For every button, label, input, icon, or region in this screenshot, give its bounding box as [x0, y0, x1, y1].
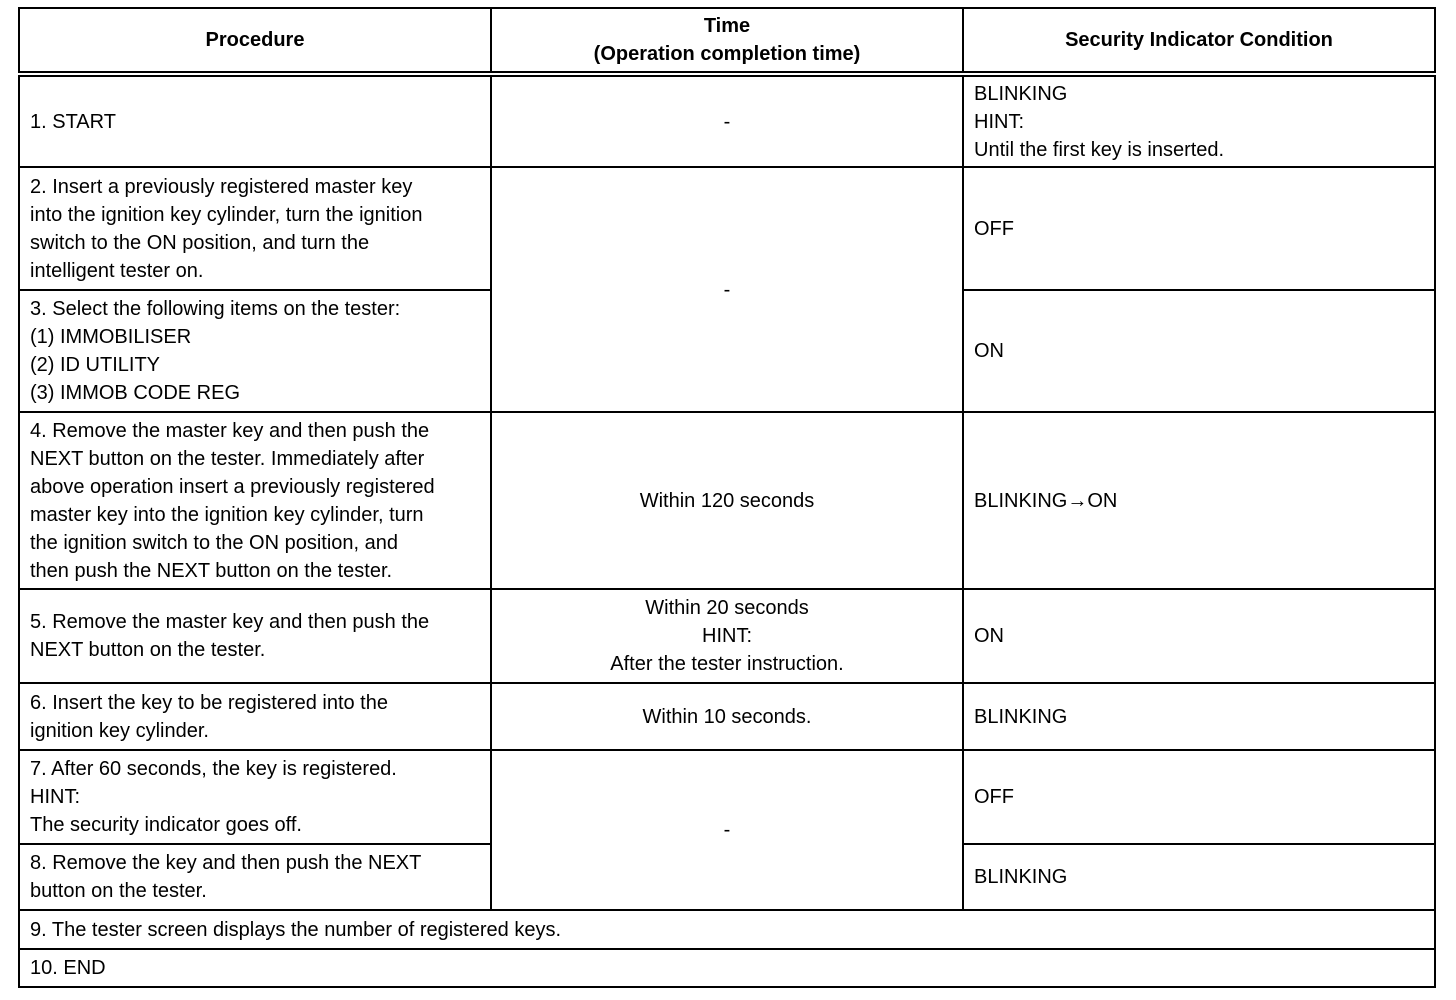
indicator-line: HINT: [974, 110, 1024, 133]
table-row [19, 910, 1435, 949]
procedure-line: above operation insert a previously registered [30, 475, 435, 498]
indicator-cell: ON [963, 290, 1435, 412]
table-row [19, 750, 1435, 844]
time-cell [491, 589, 963, 683]
indicator-cell: BLINKING→ON [963, 412, 1435, 589]
table-row [19, 589, 1435, 683]
time-cell: - [491, 167, 963, 412]
procedure-line: (2) ID UTILITY [30, 354, 161, 376]
procedure-table [18, 7, 1436, 988]
header-procedure: Procedure [19, 8, 491, 74]
header-time [491, 8, 963, 74]
header-row [19, 8, 1435, 74]
time-cell: - [491, 74, 963, 167]
procedure-line: HINT: [30, 786, 80, 808]
procedure-cell [19, 750, 491, 844]
procedure-cell [19, 844, 491, 910]
indicator-line: BLINKING [974, 82, 1068, 105]
procedure-cell: 1. START [19, 74, 491, 167]
procedure-line: 2. Insert a previously registered master key [30, 175, 413, 198]
procedure-line: intelligent tester on. [30, 259, 204, 282]
time-line: After the tester instruction. [610, 653, 844, 675]
time-cell: - [491, 750, 963, 910]
indicator-cell [963, 74, 1435, 167]
table-row [19, 949, 1435, 987]
indicator-cell: BLINKING [963, 844, 1435, 910]
indicator-line: Until the first key is inserted. [974, 138, 1225, 161]
procedure-line: master key into the ignition key cylinder, turn [30, 503, 424, 526]
procedure-line: 5. Remove the master key and then push the [30, 611, 430, 633]
procedure-line: the ignition switch to the ON position, and [30, 531, 398, 554]
header-time-line1: Time [703, 15, 751, 37]
header-time-line2: (Operation completion time) [593, 43, 861, 65]
procedure-line: (1) IMMOBILISER [30, 326, 192, 348]
procedure-line: 6. Insert the key to be registered into the [30, 691, 388, 714]
time-line: Within 20 seconds [645, 597, 809, 619]
procedure-line: NEXT button on the tester. Immediately after [30, 447, 425, 470]
procedure-line: button on the tester. [30, 880, 207, 902]
procedure-cell: 10. END [19, 949, 1435, 987]
procedure-cell [19, 589, 491, 683]
header-indicator: Security Indicator Condition [963, 8, 1435, 74]
procedure-line: NEXT button on the tester. [30, 639, 266, 661]
procedure-cell [19, 290, 491, 412]
indicator-cell: OFF [963, 167, 1435, 290]
procedure-cell [19, 167, 491, 290]
procedure-cell [19, 412, 491, 589]
procedure-cell [19, 683, 491, 750]
table-row [19, 683, 1435, 750]
table-row [19, 412, 1435, 589]
procedure-line: (3) IMMOB CODE REG [30, 382, 241, 404]
indicator-cell: OFF [963, 750, 1435, 844]
procedure-line: 4. Remove the master key and then push the [30, 419, 430, 442]
procedure-line: ignition key cylinder. [30, 719, 209, 742]
procedure-line: then push the NEXT button on the tester. [30, 559, 393, 582]
procedure-line: switch to the ON position, and turn the [30, 231, 370, 254]
procedure-line: The security indicator goes off. [30, 814, 302, 836]
procedure-cell: 9. The tester screen displays the number of registered keys. [19, 910, 1435, 949]
table-row [19, 74, 1435, 167]
procedure-line: 8. Remove the key and then push the NEXT [30, 852, 422, 874]
table-row [19, 167, 1435, 290]
procedure-line: into the ignition key cylinder, turn the ignition [30, 203, 423, 226]
procedure-line: 7. After 60 seconds, the key is registered. [30, 758, 397, 780]
time-cell: Within 120 seconds [491, 412, 963, 589]
indicator-cell: ON [963, 589, 1435, 683]
time-line: HINT: [702, 625, 752, 647]
indicator-cell: BLINKING [963, 683, 1435, 750]
time-cell: Within 10 seconds. [491, 683, 963, 750]
procedure-line: 3. Select the following items on the tester: [30, 298, 401, 320]
